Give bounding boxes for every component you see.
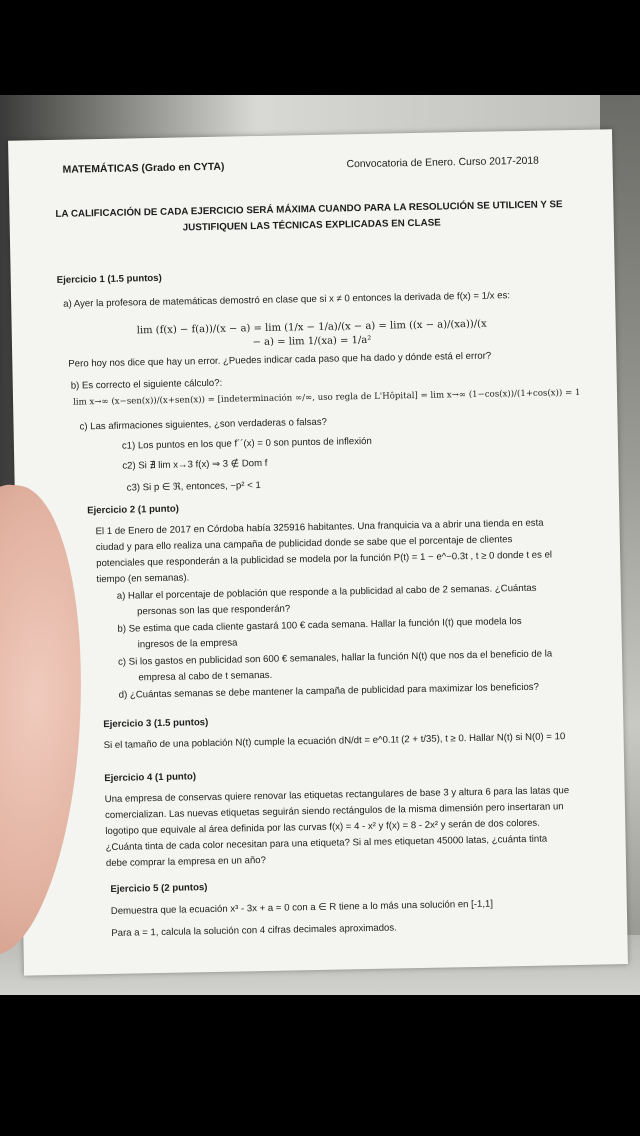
notice-line-1: LA CALIFICACIÓN DE CADA EJERCICIO SERÁ MÁXIMA CUANDO PARA LA RESOLUCIÓN SE UTILICEN Y SE — [55, 199, 563, 220]
ex2-d: d) ¿Cuántas semanas se debe mantener la campaña de publicidad para maximizar los beneficios? — [118, 681, 539, 701]
document-photo — [0, 95, 640, 995]
notice-line-2: JUSTIFIQUEN LAS TÉCNICAS EXPLICADAS EN CLASE — [182, 217, 441, 234]
ex2-intro-1: El 1 de Enero de 2017 en Córdoba había 325916 habitantes. Una franquicia va a abrir una tienda en esta — [95, 517, 544, 538]
ex2-intro-4: tiempo (en semanas). — [96, 572, 190, 586]
ex3-text: Si el tamaño de una población N(t) cumple la ecuación dN/dt = e^0.1t (2 + t/35), t ≥ 0. Hallar N(t) si N(0) = 10 — [103, 731, 566, 752]
ex2-intro-2: ciudad y para ello realiza una campaña de publicidad donde se sabe que el porcentaje de clientes — [95, 534, 513, 554]
ex4-line-4: ¿Cuánta tinta de cada color necesitan para una etiqueta? Si al mes etiquetan 45000 latas, ¿cuánta tinta — [105, 833, 548, 854]
ex3-title: Ejercicio 3 (1.5 puntos) — [103, 717, 209, 731]
exam-sheet — [8, 129, 628, 975]
ex2-b-1: b) Se estima que cada cliente gastará 100 € cada semana. Hallar la función I(t) que modela los — [117, 616, 522, 635]
ex1-part-a-follow: Pero hoy nos dice que hay un error. ¿Puedes indicar cada paso que ha dado y dónde está el error? — [68, 350, 492, 370]
ex4-line-3: logotipo que equivale al área definida por las curvas f(x) = 4 - x² y f(x) = 8 - 2x² y serán de dos colores. — [105, 817, 540, 838]
ex4-line-5: debe comprar la empresa en un año? — [105, 854, 267, 870]
ex1-c1: c1) Los puntos en los que f´´(x) = 0 son puntos de inflexión — [121, 435, 372, 452]
ex2-title: Ejercicio 2 (1 punto) — [87, 503, 179, 517]
course-title: MATEMÁTICAS (Grado en CYTA) — [62, 161, 225, 176]
ex2-a-2: personas son las que responderán? — [137, 603, 291, 618]
ex2-b-2: ingresos de la empresa — [137, 637, 238, 651]
ex5-line-1: Demuestra que la ecuación x³ - 3x + a = 0 con a ∈ R tiene a lo más una solución en [-1,1] — [110, 898, 494, 917]
ex1-c2: c2) Si ∄ lim x→3 f(x) ⇒ 3 ∉ Dom f — [122, 457, 268, 472]
ex2-c-2: empresa al cabo de t semanas. — [138, 669, 273, 684]
ex5-line-2: Para a = 1, calcula la solución con 4 cifras decimales aproximados. — [111, 922, 397, 939]
ex1-part-c: c) Las afirmaciones siguientes, ¿son verdaderas o falsas? — [79, 416, 328, 433]
ex1-part-a: a) Ayer la profesora de matemáticas demostró en clase que si x ≠ 0 entonces la derivada de f(x) = 1/x es: — [63, 290, 511, 310]
ex4-line-1: Una empresa de conservas quiere renovar las etiquetas rectangulares de base 3 y altura 6 para las latas que — [104, 785, 570, 806]
ex1-part-b: b) Es correcto el siguiente cálculo?: — [70, 377, 223, 392]
ex4-title: Ejercicio 4 (1 punto) — [104, 771, 197, 785]
ex2-intro-3: potenciales que responderán a la publicidad se modela por la función P(t) = 1 − e^−0.3t , t ≥ 0 donde t es el — [96, 549, 553, 570]
ex1-derivative-formula: lim (f(x) − f(a))/(x − a) = lim (1/x − 1/a)/(x − a) = lim ((x − a)/(xa))/(x − a) = lim 1/(xa) = 1/a² — [136, 318, 487, 349]
ex1-c3: c3) Si p ∈ ℜ, entonces, −p² < 1 — [126, 480, 261, 494]
exam-session: Convocatoria de Enero. Curso 2017-2018 — [346, 155, 540, 171]
ex1-title: Ejercicio 1 (1.5 puntos) — [56, 272, 162, 286]
ex1-lhopital-formula: lim x→∞ (x−sen(x))/(x+sen(x)) = [indeterminación ∞/∞, uso regla de L'Hôpital] = lim x→∞ (1−cos(x))/(1+cos(x)) = 1 — [72, 387, 581, 408]
ex5-title: Ejercicio 5 (2 puntos) — [110, 882, 208, 895]
ex2-a-1: a) Hallar el porcentaje de población que responde a la publicidad al cabo de 2 semanas. ¿Cuántas — [116, 582, 537, 602]
ex2-c-1: c) Si los gastos en publicidad son 600 € semanales, hallar la función N(t) que nos da el beneficio de la — [117, 648, 553, 668]
ex4-line-2: comercializan. Las nuevas etiquetas seguirán siendo rectángulos de la misma dimensión pero insertaran un — [104, 801, 564, 822]
